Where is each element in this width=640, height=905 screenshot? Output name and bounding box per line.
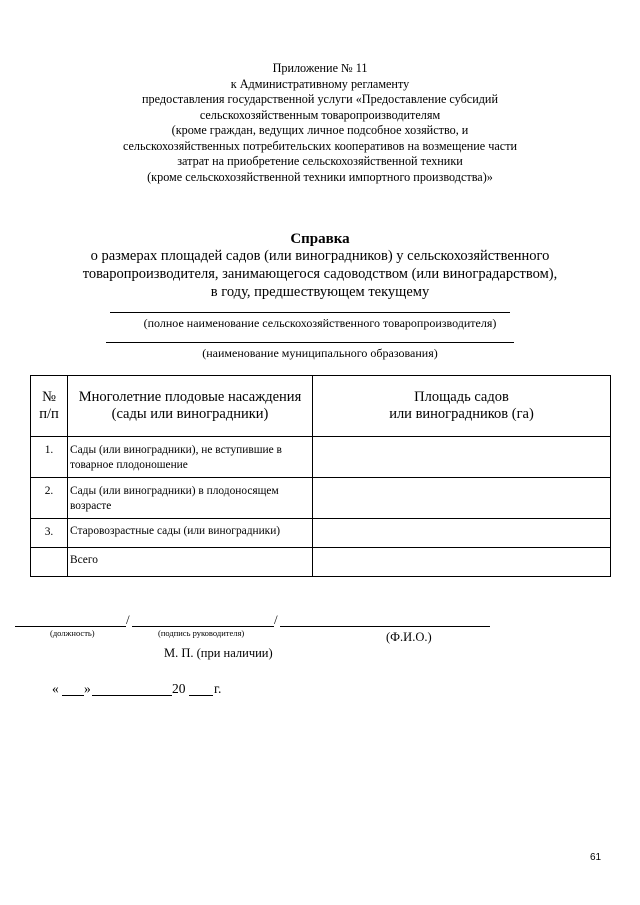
row-area (313, 519, 611, 548)
row-name-line: Всего (70, 554, 98, 566)
date-close-quote: » (84, 681, 91, 696)
date-year-prefix: 20 (172, 681, 186, 696)
header-plantings (68, 376, 313, 437)
appendix-line: к Административному регламенту (230, 76, 410, 91)
table-row (31, 478, 611, 519)
page-number: 61 (590, 852, 602, 863)
municipality-name-line (106, 342, 514, 343)
row-num: 1. (31, 437, 68, 478)
date-day-line (62, 695, 84, 696)
table-row (31, 437, 611, 478)
appendix-line: сельскохозяйственным товаропроизводителям (199, 107, 441, 122)
position-line (15, 626, 126, 627)
document-subtitle-line: в году, предшествующем текущему (210, 284, 430, 300)
date-year-suffix: г. (214, 681, 222, 696)
appendix-line: (кроме граждан, ведущих личное подсобное хозяйство, и (171, 123, 469, 137)
document-title: Справка (290, 231, 350, 247)
producer-name-caption: (полное наименование сельскохозяйственного товаропроизводителя) (143, 316, 497, 330)
appendix-line: затрат на приобретение сельскохозяйственной техники (177, 154, 463, 168)
date-year-line (189, 695, 213, 696)
stamp-label: М. П. (при наличии) (164, 646, 273, 660)
position-caption: (должность) (50, 628, 95, 638)
table-header-row (31, 376, 611, 437)
row-area (313, 478, 611, 519)
table-row (31, 519, 611, 548)
producer-name-line (110, 312, 510, 313)
header-num (31, 376, 68, 437)
header-plantings-line: (сады или виноградники) (111, 406, 269, 422)
slash-separator: / (274, 612, 278, 627)
municipality-name-caption: (наименование муниципального образования) (202, 346, 438, 360)
header-plantings-line: Многолетние плодовые насаждения (78, 389, 302, 405)
document-subtitle-line: о размерах площадей садов (или виноградников) у сельскохозяйственного (90, 248, 550, 264)
row-num: 3. (31, 519, 68, 548)
row-name (68, 478, 313, 519)
row-name-line: Сады (или виноградники), не вступившие в (70, 444, 282, 456)
row-name (68, 437, 313, 478)
appendix-line: сельскохозяйственных потребительских кооперативов на возмещение части (122, 138, 518, 153)
date-open-quote: « (52, 681, 59, 696)
header-num-line: № (42, 389, 56, 405)
row-name-line: Старовозрастные сады (или виноградники) (70, 525, 281, 537)
signature-caption: (подпись руководителя) (158, 628, 245, 638)
row-area (313, 437, 611, 478)
row-name-line: возрасте (70, 500, 112, 512)
header-area-line: или виноградников (га) (389, 406, 534, 422)
row-name-line: товарное плодоношение (70, 459, 188, 471)
signature-line (132, 626, 274, 627)
appendix-line: (кроме сельскохозяйственной техники импортного производства)» (147, 169, 493, 184)
row-num: 2. (31, 478, 68, 519)
appendix-line: Приложение № 11 (272, 61, 368, 75)
header-area (313, 376, 611, 437)
fio-line (280, 626, 490, 627)
header-num-line: п/п (39, 406, 59, 422)
date-month-line (92, 695, 172, 696)
row-num (31, 548, 68, 577)
appendix-line: предоставления государственной услуги «Предоставление субсидий (142, 92, 498, 106)
document-subtitle-line: товаропроизводителя, занимающегося садоводством (или виноградарством), (82, 266, 558, 282)
row-area (313, 548, 611, 577)
row-name (68, 548, 313, 577)
plantings-table (30, 375, 611, 577)
row-name-line: Сады (или виноградники) в плодоносящем (70, 485, 279, 497)
row-name (68, 519, 313, 548)
fio-caption: (Ф.И.О.) (386, 630, 432, 644)
slash-separator: / (126, 612, 130, 627)
table-row-total (31, 548, 611, 577)
header-area-line: Площадь садов (414, 389, 509, 405)
